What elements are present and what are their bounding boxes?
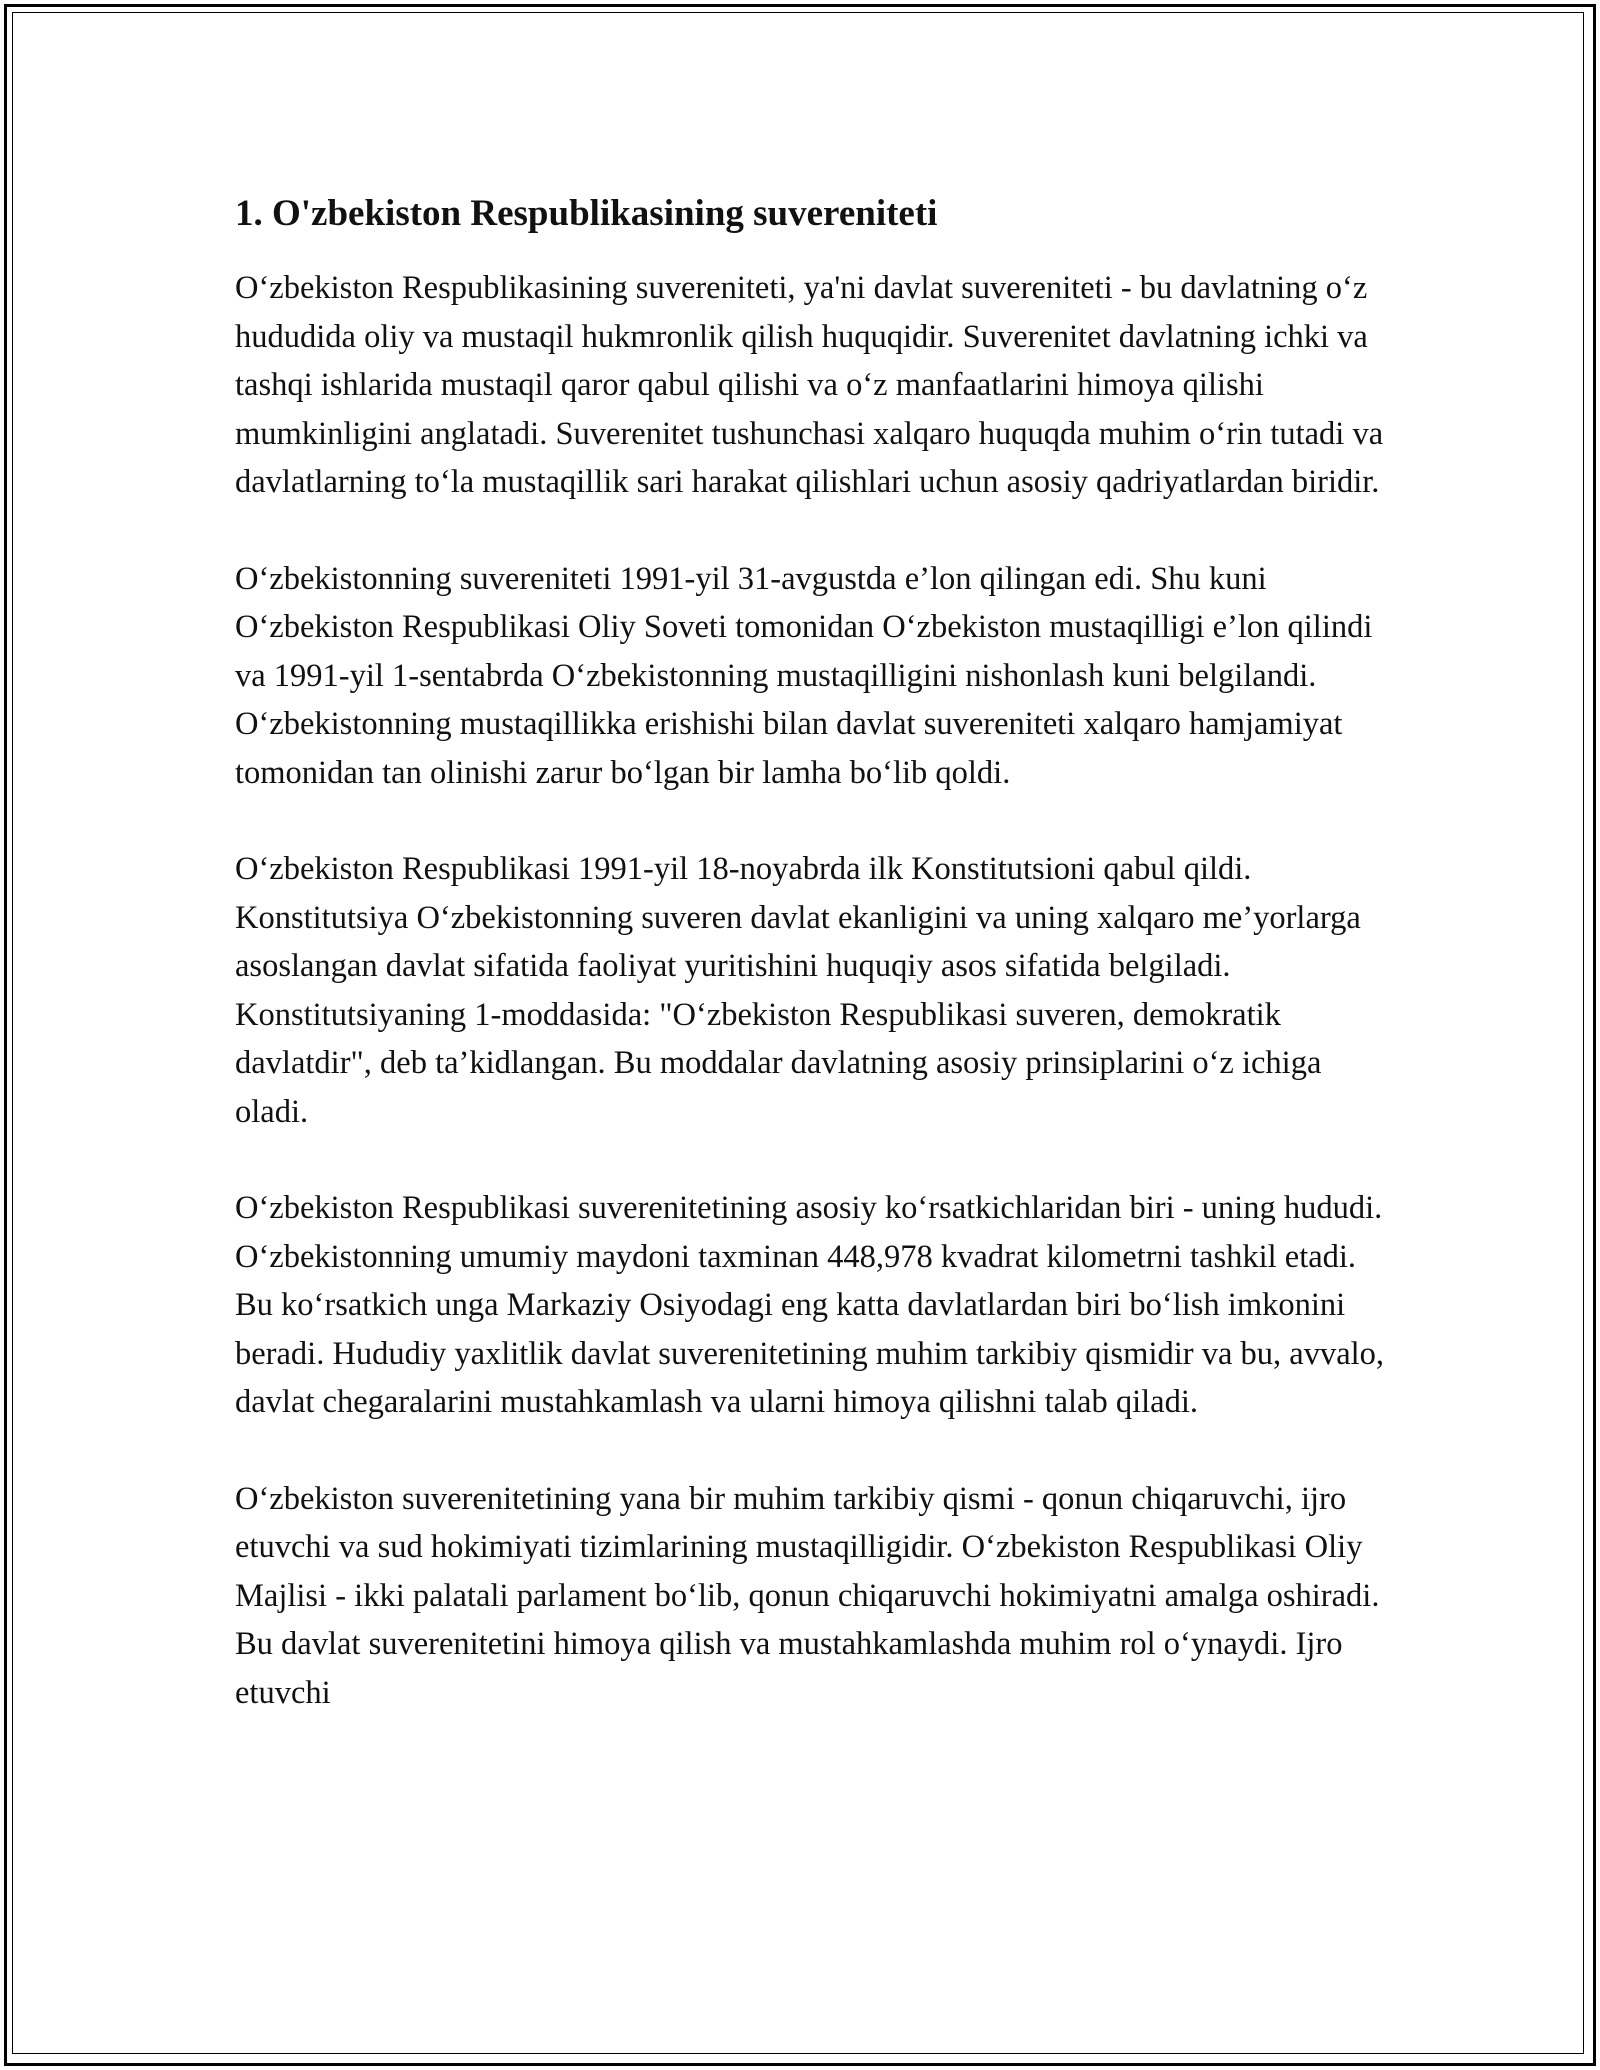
paragraph: O‘zbekiston Respublikasi suverenitetining asosiy ko‘rsatkichlaridan biri - uning hududi. O‘zbekistonning umumiy maydoni taxminan 448,978 kvadrat kilometrni tashkil etadi. Bu ko‘rsatkich unga Markaziy Osiyodagi eng katta davlatlardan biri bo‘lish imkonini beradi. Hududiy yaxlitlik davlat suverenitetining muhim tarkibiy qismidir va bu, avvalo, davlat chegaralarini mustahkamlash va ularni himoya qilishni talab qiladi. [235, 1190, 1385, 1420]
paragraph: O‘zbekiston suverenitetining yana bir muhim tarkibiy qismi - qonun chiqaruvchi, ijro etuvchi va sud hokimiyati tizimlarining mustaqilligidir. O‘zbekiston Respublikasi Oliy Majlisi - ikki palatali parlament bo‘lib, qonun chiqaruvchi hokimiyatni amalga oshiradi. Bu davlat suverenitetini himoya qilish va mustahkamlashda muhim rol o‘ynaydi. Ijro etuvchi [235, 1480, 1380, 1711]
paragraph: O‘zbekiston Respublikasi 1991-yil 18-noyabrda ilk Konstitutsioni qabul qildi. Konstitutsiya O‘zbekistonning suveren davlat ekanligini va uning xalqaro me’yorlarga asoslangan davlat sifatida faoliyat yuritishini huquqiy asos sifatida belgiladi. Konstitutsiyaning 1-moddasida: "O‘zbekiston Respublikasi suveren, demokratik davlatdir", deb ta’kidlangan. Bu moddalar davlatning asosiy prinsiplarini o‘z ichiga oladi. [235, 851, 1361, 1130]
paragraph: O‘zbekiston Respublikasining suvereniteti, ya'ni davlat suvereniteti - bu davlatning o‘z hududida oliy va mustaqil hukmronlik qilish huquqidir. Suverenitet davlatning ichki va tashqi ishlarida mustaqil qaror qabul qilishi va o‘z manfaatlarini himoya qilishi mumkinligini anglatadi. Suverenitet tushunchasi xalqaro huquqda muhim o‘rin tutadi va davlatlarning to‘la mustaqillik sari harakat qilishlari uchun asosiy qadriyatlardan biridir. [235, 270, 1384, 500]
document-body [235, 186, 1385, 1717]
paragraph: O‘zbekistonning suvereniteti 1991-yil 31-avgustda e’lon qilingan edi. Shu kuni O‘zbekiston Respublikasi Oliy Soveti tomonidan O‘zbekiston mustaqilligi e’lon qilindi va 1991-yil 1-sentabrda O‘zbekistonning mustaqilligini nishonlash kuni belgilandi. O‘zbekistonning mustaqillikka erishishi bilan davlat suvereniteti xalqaro hamjamiyat tomonidan tan olinishi zarur bo‘lgan bir lamha bo‘lib qoldi. [235, 560, 1373, 791]
section-heading: 1. O'zbekiston Respublikasining suvereniteti [235, 193, 938, 234]
